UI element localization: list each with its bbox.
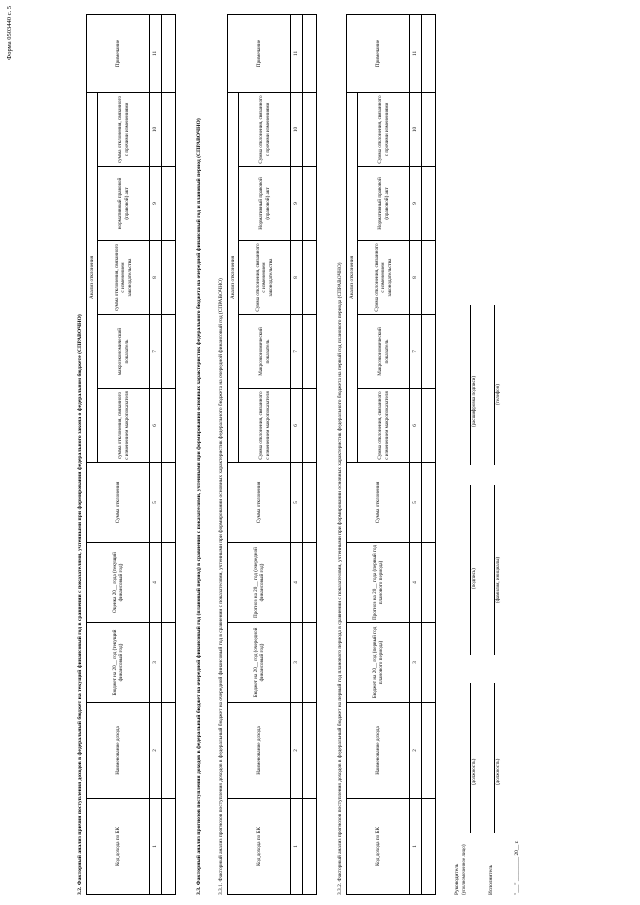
table-cell[interactable] [303, 14, 317, 92]
col-number: 3 [150, 623, 162, 703]
col-header: Примечание [347, 14, 410, 92]
col-number: 3 [410, 623, 422, 703]
table-cell[interactable] [303, 389, 317, 463]
section-3-3-1-title: 3.3.1. Факторный анализ прогнозов поступления доходов в федеральный бюджет на очередной финансовый год в сравнении с показателями, учтенными при формировании основных характеристик федерального бюджета на очередной финансовый год (СПРАВОЧНО) [218, 278, 224, 895]
col-header: Нормативный правовой (правовой) акт [239, 167, 291, 241]
col-number: 5 [150, 463, 162, 543]
table-cell[interactable] [162, 389, 176, 463]
col-header: Макроэкономический показатель [358, 315, 410, 389]
table-cell[interactable] [422, 799, 436, 895]
col-number: 4 [410, 543, 422, 623]
table-3-2 [86, 14, 176, 895]
col-header: Макроэкономический показатель [239, 315, 291, 389]
col-number: 4 [150, 543, 162, 623]
col-header: Наименование дохода [87, 703, 150, 799]
table-cell[interactable] [162, 241, 176, 315]
col-number: 4 [291, 543, 303, 623]
fio-caption: (фамилия, инициалы) [496, 556, 501, 603]
col-header: сумма отклонения, связанного с изменением макропоказателя [98, 389, 150, 463]
date-line[interactable]: "___" _________ 20__ г. [514, 840, 520, 895]
table-cell[interactable] [422, 623, 436, 703]
col-number: 7 [410, 315, 422, 389]
group-header: Анализ отклонения [347, 92, 358, 462]
col-number: 9 [150, 167, 162, 241]
table-cell[interactable] [422, 315, 436, 389]
table-cell[interactable] [422, 389, 436, 463]
table-cell[interactable] [422, 14, 436, 92]
head-position-line[interactable] [470, 683, 471, 833]
table-cell[interactable] [162, 167, 176, 241]
col-header: Наименование дохода [347, 703, 410, 799]
position-caption: (должность) [472, 758, 477, 785]
table-cell[interactable] [162, 623, 176, 703]
table-cell[interactable] [303, 463, 317, 543]
col-number: 5 [291, 463, 303, 543]
col-header: Сумма отклонения [347, 463, 410, 543]
decoding-caption: (расшифровка подписи) [472, 375, 477, 427]
col-number: 2 [410, 703, 422, 799]
table-3-3-1 [227, 14, 317, 895]
section-3-3-2-title: 3.3.2. Факторный анализ прогнозов поступления доходов в федеральный бюджет на первый год планового периода в сравнении с показателями, учтенными при формировании основных характеристик федерального бюджета на первый год планового периода (СПРАВОЧНО) [337, 262, 343, 895]
col-header: Наименование дохода [228, 703, 291, 799]
table-cell[interactable] [303, 799, 317, 895]
col-number: 2 [291, 703, 303, 799]
table-cell[interactable] [303, 92, 317, 166]
col-header: Сумма отклонения, связанного с изменением законодательства [358, 241, 410, 315]
col-header: Сумма отклонения, связанного с изменением макропоказателя [239, 389, 291, 463]
col-number: 1 [150, 799, 162, 895]
head-decoding-line[interactable] [470, 305, 471, 465]
head-label: Руководитель [454, 863, 460, 895]
table-cell[interactable] [422, 543, 436, 623]
col-header: Примечание [228, 14, 291, 92]
table-cell[interactable] [162, 799, 176, 895]
section-3-3-title: 3.3. Факторный анализ прогнозов поступления доходов в федеральный бюджет на очередной финансовый год (плановый период) в сравнении с показателями, учтенными при формировании основных характеристик федерального бюджета на очередной финансовый год и плановый период (СПРАВОЧНО) [196, 118, 202, 895]
executor-phone-line[interactable] [494, 305, 495, 465]
col-header: Код дохода по БК [87, 799, 150, 895]
col-number: 11 [150, 14, 162, 92]
col-header: макроэкономический показатель [98, 315, 150, 389]
col-header: Прогноз на 20__ год (очередной финансовый год) [228, 543, 291, 623]
executor-label: Исполнитель [488, 864, 494, 895]
col-number: 7 [291, 315, 303, 389]
table-cell[interactable] [162, 703, 176, 799]
table-cell[interactable] [162, 14, 176, 92]
col-header: сумма отклонения, связанного с изменением законодательства [98, 241, 150, 315]
table-cell[interactable] [303, 315, 317, 389]
col-number: 8 [150, 241, 162, 315]
col-number: 9 [410, 167, 422, 241]
phone-caption: (телефон) [496, 384, 501, 405]
col-number: 11 [410, 14, 422, 92]
col-header: Сумма отклонения, связанного с прочими изменениями [239, 92, 291, 166]
table-cell[interactable] [422, 463, 436, 543]
head-sub-label: (уполномоченное лицо) [462, 844, 467, 895]
table-cell[interactable] [303, 543, 317, 623]
table-cell[interactable] [162, 315, 176, 389]
col-number: 6 [150, 389, 162, 463]
col-header: Бюджет на 20__ год (первый год планового периода) [347, 623, 410, 703]
col-number: 11 [291, 14, 303, 92]
col-header: Код дохода по БК [228, 799, 291, 895]
head-signature-line[interactable] [470, 485, 471, 655]
col-header: Бюджет на 20__ год (очередной финансовый год) [228, 623, 291, 703]
col-header: Сумма отклонения, связанного с прочими изменениями [358, 92, 410, 166]
col-number: 9 [291, 167, 303, 241]
col-number: 8 [410, 241, 422, 315]
table-cell[interactable] [422, 167, 436, 241]
col-header: Сумма отклонения, связанного с изменением макропоказателя [358, 389, 410, 463]
col-header: сумма отклонения, связанного с прочими изменениями [98, 92, 150, 166]
table-cell[interactable] [162, 543, 176, 623]
section-3-2-title: 3.2. Факторный анализ причин поступления доходов в федеральный бюджет на текущий финансовый год в сравнении с показателями, учтенными при формировании федерального закона о федеральном бюджете (СПРАВОЧНО) [77, 314, 83, 895]
col-header: Сумма отклонения [87, 463, 150, 543]
col-number: 7 [150, 315, 162, 389]
col-number: 5 [410, 463, 422, 543]
col-header: Нормативный правовой (правовой) акт [358, 167, 410, 241]
col-header: Примечание [87, 14, 150, 92]
col-number: 8 [291, 241, 303, 315]
col-number: 2 [150, 703, 162, 799]
col-header: Код дохода по БК [347, 799, 410, 895]
col-number: 10 [410, 92, 422, 166]
col-number: 1 [291, 799, 303, 895]
table-3-3-2 [346, 14, 436, 895]
table-cell[interactable] [303, 167, 317, 241]
col-header: Прогноз на 20__ года (первый год планового периода) [347, 543, 410, 623]
col-header: нормативный правовой (правовой) акт [98, 167, 150, 241]
table-cell[interactable] [422, 703, 436, 799]
col-header: Оценка 20__ года (текущий финансовый год) [87, 543, 150, 623]
col-header: Сумма отклонения, связанного с изменением законодательства [239, 241, 291, 315]
form-code: Форма 0503440 с. 5 [6, 6, 13, 60]
group-header: Анализ отклонения [87, 92, 98, 462]
executor-fio-line[interactable] [494, 485, 495, 655]
table-cell[interactable] [303, 623, 317, 703]
col-header: Сумма отклонения [228, 463, 291, 543]
col-number: 6 [410, 389, 422, 463]
table-cell[interactable] [303, 703, 317, 799]
col-number: 10 [150, 92, 162, 166]
table-cell[interactable] [422, 241, 436, 315]
table-cell[interactable] [303, 241, 317, 315]
table-cell[interactable] [162, 92, 176, 166]
table-cell[interactable] [422, 92, 436, 166]
executor-position-line[interactable] [494, 683, 495, 833]
col-number: 6 [291, 389, 303, 463]
col-header: Бюджет на 20__ год (текущий финансовый год) [87, 623, 150, 703]
col-number: 3 [291, 623, 303, 703]
col-number: 10 [291, 92, 303, 166]
group-header: Анализ отклонения [228, 92, 239, 462]
position-caption: (должность) [496, 758, 501, 785]
table-cell[interactable] [162, 463, 176, 543]
signature-caption: (подпись) [472, 568, 477, 589]
col-number: 1 [410, 799, 422, 895]
